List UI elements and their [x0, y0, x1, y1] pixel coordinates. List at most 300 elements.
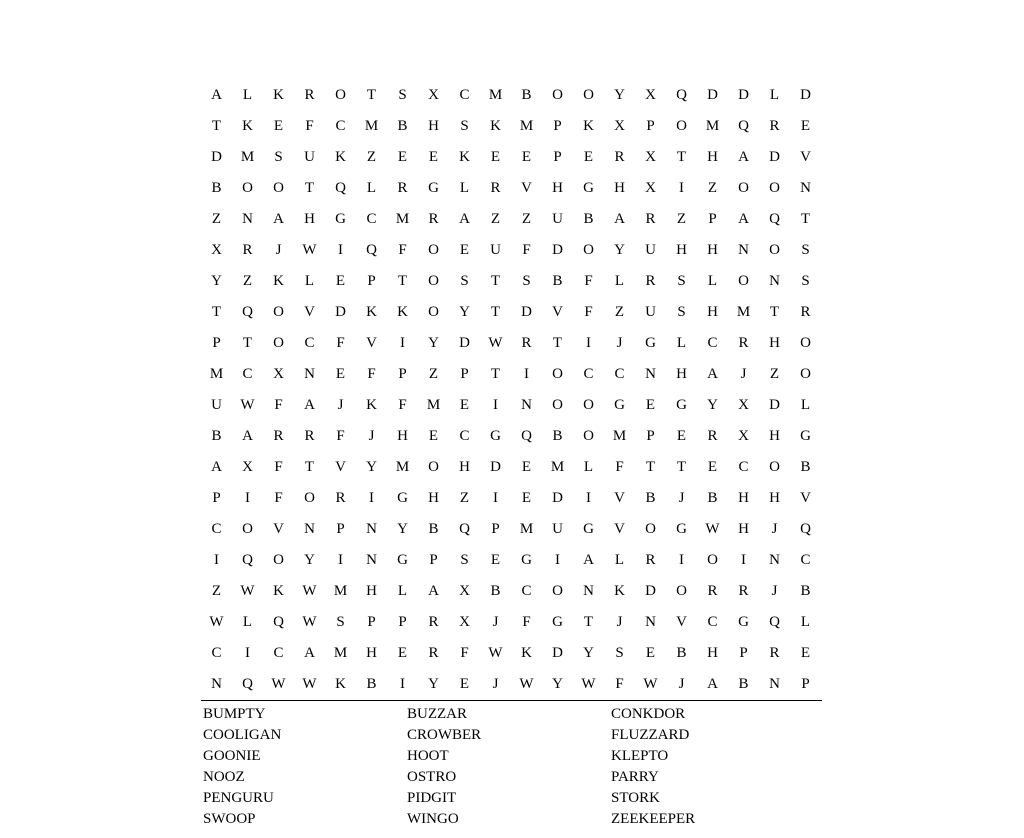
grid-letter: E — [459, 242, 470, 258]
word-list-item: BUMPTY — [203, 706, 266, 722]
grid-letter: B — [738, 676, 749, 692]
word-list-item: KLEPTO — [611, 748, 669, 764]
grid-letter: Q — [769, 211, 780, 227]
grid-letter: N — [738, 242, 749, 258]
grid-letter: G — [676, 521, 687, 537]
grid-letter: C — [304, 335, 315, 351]
grid-letter: W — [302, 242, 317, 258]
grid-letter: H — [707, 149, 718, 165]
grid-letter: O — [428, 273, 439, 289]
grid-letter: S — [336, 614, 345, 630]
word-list-item: OSTRO — [407, 769, 457, 785]
word-list-item: WINGO — [407, 811, 459, 827]
grid-letter: Q — [800, 521, 811, 537]
grid-letter: R — [304, 428, 315, 444]
grid-letter: Y — [614, 242, 625, 258]
grid-letter: Y — [397, 521, 408, 537]
grid-letter: X — [273, 366, 284, 382]
grid-letter: R — [769, 645, 780, 661]
grid-letter: G — [490, 428, 501, 444]
grid-letter: P — [460, 366, 469, 382]
grid-letter: L — [583, 459, 594, 475]
grid-letter: N — [304, 521, 315, 537]
grid-letter: A — [707, 676, 718, 692]
grid-letter: O — [428, 459, 439, 475]
grid-letter: G — [335, 211, 346, 227]
grid-letter: U — [304, 149, 315, 165]
grid-letter: K — [335, 676, 346, 692]
grid-letter: J — [337, 397, 344, 413]
grid-letter: A — [428, 583, 439, 599]
grid-letter: P — [801, 676, 810, 692]
grid-letter: O — [242, 521, 253, 537]
grid-letter: E — [459, 676, 470, 692]
grid-letter: L — [397, 583, 408, 599]
grid-letter: L — [676, 335, 687, 351]
grid-letter: J — [616, 614, 623, 630]
grid-letter: E — [521, 490, 532, 506]
grid-letter: F — [274, 490, 283, 506]
grid-letter: B — [428, 521, 439, 537]
grid-letter: G — [428, 180, 439, 196]
grid-letter: R — [242, 242, 253, 258]
grid-letter: Z — [428, 366, 439, 382]
grid-letter: I — [586, 490, 591, 506]
grid-letter: X — [645, 87, 656, 103]
grid-letter: H — [707, 304, 718, 320]
grid-letter: O — [676, 583, 687, 599]
grid-letter: C — [242, 366, 253, 382]
grid-letter: T — [552, 335, 563, 351]
grid-letter: E — [397, 149, 408, 165]
grid-letter: T — [676, 149, 687, 165]
grid-letter: Q — [459, 521, 470, 537]
grid-letter: O — [552, 583, 563, 599]
grid-letter: I — [524, 366, 529, 382]
grid-letter: V — [800, 490, 811, 506]
grid-letter: W — [240, 397, 255, 413]
grid-letter: B — [676, 645, 687, 661]
grid-letter: P — [491, 521, 500, 537]
grid-letter: Z — [459, 490, 470, 506]
grid-letter: A — [583, 552, 594, 568]
grid-letter: H — [397, 428, 408, 444]
word-list-item: ZEEKEEPER — [611, 811, 696, 827]
grid-letter: D — [459, 335, 470, 351]
grid-letter: T — [490, 273, 501, 289]
grid-letter: W — [581, 676, 596, 692]
grid-letter: S — [460, 118, 469, 134]
grid-letter: E — [800, 118, 811, 134]
grid-letter: S — [801, 242, 810, 258]
grid-letter: D — [552, 242, 563, 258]
grid-letter: Y — [583, 645, 594, 661]
grid-letter: Z — [707, 180, 718, 196]
grid-letter: R — [738, 583, 749, 599]
grid-letter: S — [801, 273, 810, 289]
grid-letter: B — [521, 87, 532, 103]
grid-letter: C — [707, 614, 718, 630]
grid-letter: L — [614, 552, 625, 568]
grid-letter: P — [398, 614, 407, 630]
word-list-item: CONKDOR — [611, 706, 686, 722]
grid-letter: C — [614, 366, 625, 382]
grid-letter: L — [366, 180, 377, 196]
grid-letter: F — [336, 335, 345, 351]
grid-letter: A — [211, 87, 222, 103]
grid-letter: V — [614, 521, 625, 537]
grid-letter: P — [708, 211, 717, 227]
grid-letter: O — [428, 304, 439, 320]
grid-letter: D — [552, 490, 563, 506]
grid-letter: T — [397, 273, 408, 289]
grid-letter: V — [676, 614, 687, 630]
word-list-item: HOOT — [407, 748, 449, 764]
grid-letter: Y — [614, 87, 625, 103]
grid-letter: I — [493, 397, 498, 413]
grid-letter: K — [583, 118, 594, 134]
word-list-item: PIDGIT — [407, 790, 457, 806]
grid-letter: R — [738, 335, 749, 351]
grid-letter: S — [677, 304, 686, 320]
grid-letter: V — [304, 304, 315, 320]
grid-letter: A — [707, 366, 718, 382]
grid-letter: O — [645, 521, 656, 537]
grid-letter: G — [397, 490, 408, 506]
grid-letter: W — [302, 583, 317, 599]
grid-letter: O — [273, 552, 284, 568]
grid-letter: Z — [366, 149, 377, 165]
grid-letter: C — [273, 645, 284, 661]
grid-letter: Q — [738, 118, 749, 134]
grid-letter: I — [338, 242, 343, 258]
grid-letter: I — [400, 335, 405, 351]
grid-letter: N — [769, 676, 780, 692]
grid-letter: Z — [211, 211, 222, 227]
grid-letter: T — [211, 304, 222, 320]
grid-letter: J — [492, 614, 499, 630]
grid-letter: C — [800, 552, 811, 568]
grid-letter: T — [800, 211, 811, 227]
grid-letter: I — [679, 552, 684, 568]
grid-letter: O — [552, 87, 563, 103]
grid-letter: M — [209, 366, 224, 382]
grid-letter: M — [612, 428, 627, 444]
grid-letter: O — [242, 180, 253, 196]
grid-letter: H — [738, 521, 749, 537]
grid-letter: U — [490, 242, 501, 258]
grid-letter: W — [209, 614, 224, 630]
grid-letter: E — [490, 552, 501, 568]
grid-letter: E — [583, 149, 594, 165]
grid-letter: D — [552, 645, 563, 661]
grid-letter: K — [366, 304, 377, 320]
grid-letter: B — [397, 118, 408, 134]
grid-letter: H — [676, 366, 687, 382]
grid-letter: N — [366, 552, 377, 568]
word-list-item: COOLIGAN — [203, 727, 282, 743]
grid-letter: V — [800, 149, 811, 165]
grid-letter: I — [338, 552, 343, 568]
grid-letter: B — [583, 211, 594, 227]
grid-letter: N — [800, 180, 811, 196]
grid-letter: Y — [428, 335, 439, 351]
grid-letter: N — [645, 614, 656, 630]
grid-letter: I — [586, 335, 591, 351]
grid-letter: Y — [304, 552, 315, 568]
grid-letter: J — [275, 242, 282, 258]
grid-letter: T — [211, 118, 222, 134]
grid-letter: E — [335, 366, 346, 382]
grid-letter: D — [335, 304, 346, 320]
grid-letter: K — [273, 583, 284, 599]
grid-letter: T — [676, 459, 687, 475]
grid-letter: S — [615, 645, 624, 661]
grid-letter: M — [426, 397, 441, 413]
grid-letter: I — [679, 180, 684, 196]
grid-letter: O — [583, 397, 594, 413]
grid-letter: F — [615, 676, 624, 692]
grid-letter: R — [769, 118, 780, 134]
grid-letter: J — [740, 366, 747, 382]
grid-letter: X — [211, 242, 222, 258]
grid-letter: N — [645, 366, 656, 382]
grid-letter: H — [676, 242, 687, 258]
grid-letter: F — [274, 459, 283, 475]
grid-letter: C — [707, 335, 718, 351]
grid-letter: G — [552, 614, 563, 630]
grid-letter: I — [555, 552, 560, 568]
grid-letter: Z — [521, 211, 532, 227]
grid-letter: M — [519, 521, 534, 537]
grid-letter: H — [769, 490, 780, 506]
grid-letter: H — [552, 180, 563, 196]
grid-letter: U — [552, 211, 563, 227]
grid-letter: J — [678, 490, 685, 506]
grid-letter: R — [645, 552, 656, 568]
grid-letter: D — [769, 149, 780, 165]
grid-letter: O — [676, 118, 687, 134]
grid-letter: J — [492, 676, 499, 692]
grid-letter: T — [490, 304, 501, 320]
grid-letter: L — [769, 87, 780, 103]
grid-letter: H — [707, 645, 718, 661]
grid-letter: E — [397, 645, 408, 661]
grid-letter: W — [643, 676, 658, 692]
grid-letter: R — [273, 428, 284, 444]
grid-letter: E — [800, 645, 811, 661]
grid-letter: R — [800, 304, 811, 320]
grid-letter: Y — [459, 304, 470, 320]
grid-letter: L — [800, 614, 811, 630]
grid-letter: A — [242, 428, 253, 444]
grid-letter: X — [645, 180, 656, 196]
grid-letter: T — [645, 459, 656, 475]
grid-letter: X — [645, 149, 656, 165]
grid-letter: O — [738, 273, 749, 289]
grid-letter: I — [214, 552, 219, 568]
grid-letter: Z — [211, 583, 222, 599]
grid-letter: S — [274, 149, 283, 165]
grid-letter: B — [490, 583, 501, 599]
grid-letter: F — [460, 645, 469, 661]
grid-letter: Z — [676, 211, 687, 227]
grid-letter: F — [336, 428, 345, 444]
word-list-item: GOONIE — [203, 748, 261, 764]
grid-letter: J — [678, 676, 685, 692]
grid-letter: E — [676, 428, 687, 444]
grid-letter: C — [211, 645, 222, 661]
grid-letter: O — [273, 304, 284, 320]
grid-letter: D — [490, 459, 501, 475]
grid-letter: U — [211, 397, 222, 413]
grid-letter: F — [615, 459, 624, 475]
grid-letter: E — [521, 149, 532, 165]
grid-letter: L — [800, 397, 811, 413]
grid-letter: J — [616, 335, 623, 351]
grid-letter: Q — [242, 676, 253, 692]
grid-letter: F — [522, 614, 531, 630]
grid-letter: Z — [769, 366, 780, 382]
grid-letter: P — [646, 428, 655, 444]
grid-letter: L — [614, 273, 625, 289]
grid-letter: N — [583, 583, 594, 599]
grid-letter: N — [242, 211, 253, 227]
grid-letter: A — [459, 211, 470, 227]
grid-letter: D — [211, 149, 222, 165]
grid-letter: K — [242, 118, 253, 134]
grid-letter: S — [460, 273, 469, 289]
grid-letter: O — [583, 242, 594, 258]
grid-letter: F — [305, 118, 314, 134]
word-list — [201, 704, 821, 830]
grid-letter: E — [707, 459, 718, 475]
grid-letter: A — [304, 645, 315, 661]
grid-letter: M — [333, 583, 348, 599]
grid-letter: M — [705, 118, 720, 134]
grid-letter: L — [242, 614, 253, 630]
grid-letter: J — [368, 428, 375, 444]
grid-letter: C — [521, 583, 532, 599]
grid-letter: W — [488, 335, 503, 351]
grid-letter: L — [459, 180, 470, 196]
grid-letter: Y — [211, 273, 222, 289]
grid-letter: N — [769, 273, 780, 289]
grid-letter: O — [800, 366, 811, 382]
grid-letter: N — [366, 521, 377, 537]
grid-letter: S — [460, 552, 469, 568]
grid-letter: R — [614, 149, 625, 165]
grid-letter: J — [771, 583, 778, 599]
grid-letter: H — [614, 180, 625, 196]
grid-letter: G — [583, 521, 594, 537]
grid-letter: B — [800, 459, 811, 475]
grid-letter: Y — [366, 459, 377, 475]
grid-letter: I — [245, 645, 250, 661]
grid-letter: H — [428, 490, 439, 506]
grid-letter: X — [738, 428, 749, 444]
grid-letter: N — [521, 397, 532, 413]
grid-letter: M — [395, 211, 410, 227]
divider — [201, 700, 822, 701]
grid-letter: E — [645, 645, 656, 661]
grid-letter: D — [800, 87, 811, 103]
grid-letter: O — [428, 242, 439, 258]
grid-letter: E — [645, 397, 656, 413]
grid-letter: L — [242, 87, 253, 103]
grid-letter: M — [736, 304, 751, 320]
grid-letter: R — [428, 211, 439, 227]
grid-letter: Z — [242, 273, 253, 289]
grid-letter: S — [522, 273, 531, 289]
grid-letter: P — [739, 645, 748, 661]
grid-letter: V — [521, 180, 532, 196]
grid-letter: G — [397, 552, 408, 568]
grid-letter: O — [335, 87, 346, 103]
grid-letter: V — [335, 459, 346, 475]
grid-letter: K — [459, 149, 470, 165]
grid-letter: S — [398, 87, 407, 103]
grid-letter: K — [490, 118, 501, 134]
grid-letter: B — [552, 428, 563, 444]
grid-letter: G — [645, 335, 656, 351]
grid-letter: E — [428, 149, 439, 165]
grid-letter: A — [614, 211, 625, 227]
grid-letter: R — [707, 428, 718, 444]
grid-letter: H — [769, 335, 780, 351]
grid-letter: F — [584, 304, 593, 320]
grid-letter: I — [493, 490, 498, 506]
grid-letter: W — [302, 676, 317, 692]
grid-letter: H — [738, 490, 749, 506]
grid-letter: R — [428, 614, 439, 630]
grid-letter: O — [552, 397, 563, 413]
grid-letter: R — [521, 335, 532, 351]
grid-letter: T — [304, 180, 315, 196]
grid-letter: K — [273, 87, 284, 103]
grid-letter: L — [707, 273, 718, 289]
grid-letter: X — [428, 87, 439, 103]
grid-letter: C — [583, 366, 594, 382]
grid-letter: B — [800, 583, 811, 599]
grid-letter: V — [552, 304, 563, 320]
grid-letter: R — [490, 180, 501, 196]
grid-letter: G — [738, 614, 749, 630]
grid-letter: B — [707, 490, 718, 506]
grid-letter: E — [335, 273, 346, 289]
grid-letter: O — [769, 459, 780, 475]
grid-letter: M — [550, 459, 565, 475]
grid-letter: M — [240, 149, 255, 165]
grid-letter: F — [398, 242, 407, 258]
grid-letter: Z — [614, 304, 625, 320]
grid-letter: N — [304, 366, 315, 382]
grid-letter: W — [705, 521, 720, 537]
grid-letter: Q — [273, 614, 284, 630]
grid-letter: G — [614, 397, 625, 413]
grid-letter: W — [488, 645, 503, 661]
grid-letter: X — [459, 614, 470, 630]
grid-letter: K — [335, 149, 346, 165]
grid-letter: K — [366, 397, 377, 413]
grid-letter: S — [677, 273, 686, 289]
grid-letter: L — [304, 273, 315, 289]
grid-letter: M — [333, 645, 348, 661]
word-list-item: PENGURU — [203, 790, 274, 806]
grid-letter: B — [211, 428, 222, 444]
grid-letter: B — [366, 676, 377, 692]
grid-letter: C — [335, 118, 346, 134]
